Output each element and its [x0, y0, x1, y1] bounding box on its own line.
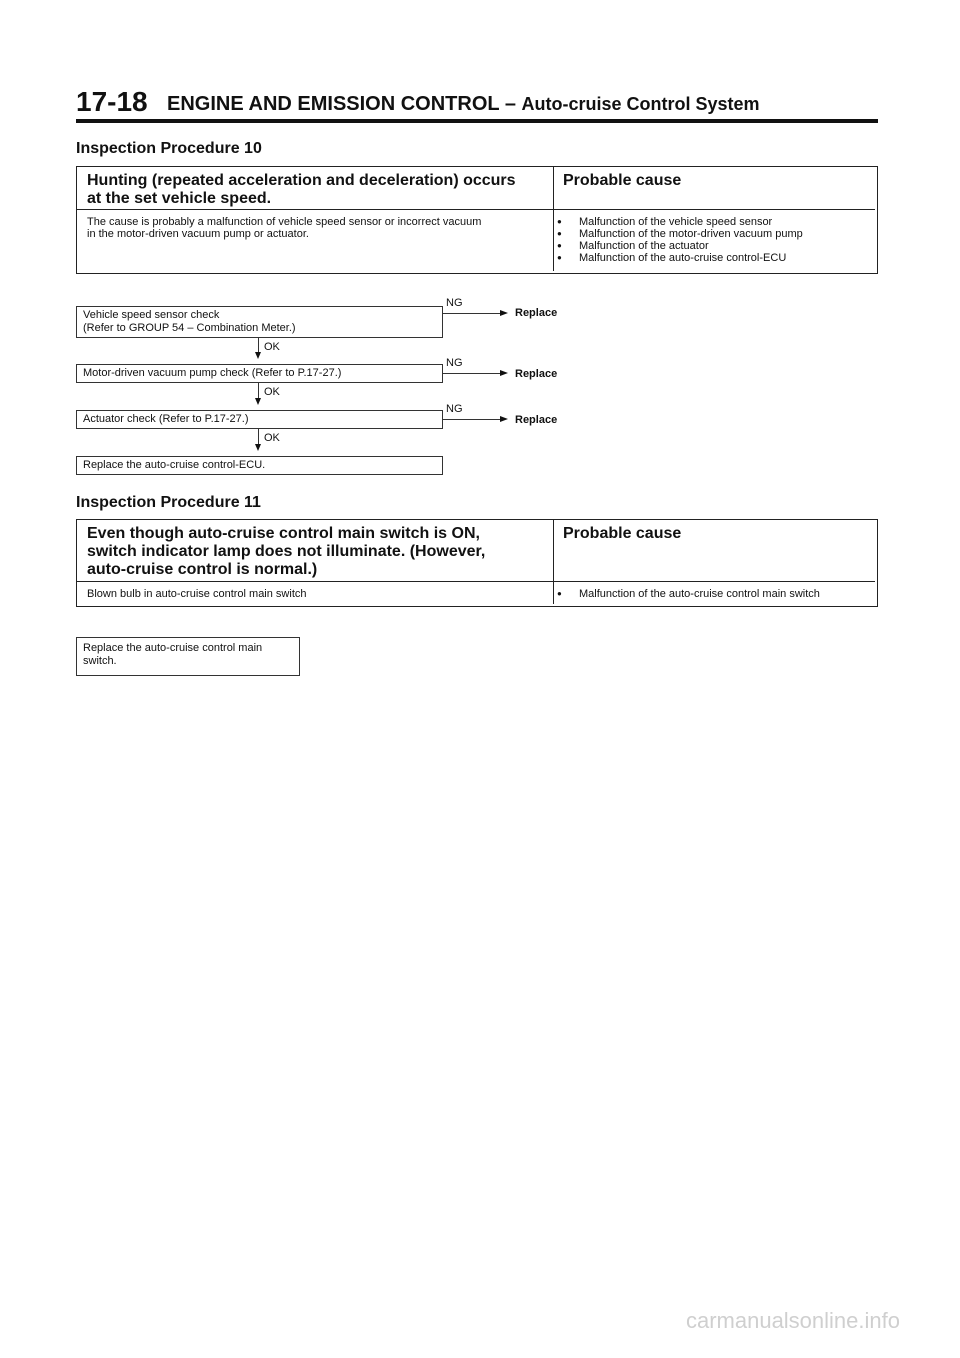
title-dash: – — [504, 93, 516, 115]
probable-cause-heading: Probable cause — [563, 525, 682, 542]
flow-step-line: (Refer to GROUP 54 – Combination Meter.) — [83, 322, 296, 334]
procedure-10-causes — [555, 216, 803, 264]
ok-label: OK — [264, 386, 280, 398]
symptom-line: switch indicator lamp does not illuminate. (However, — [87, 543, 486, 560]
flow-step-line: Replace the auto-cruise control-ECU. — [83, 459, 266, 471]
ok-connector — [258, 338, 259, 353]
symptom-line: at the set vehicle speed. — [87, 190, 272, 207]
page-number: 17-18 — [76, 86, 148, 117]
ok-label: OK — [264, 341, 280, 353]
flow-step-line: Replace the auto-cruise control main — [83, 642, 263, 654]
replace-label: Replace — [515, 368, 558, 380]
cause-item: ● Malfunction of the motor-driven vacuum pump — [555, 228, 803, 240]
arrow-down-icon — [255, 398, 261, 405]
flow-step-line: Actuator check (Refer to P.17-27.) — [83, 413, 249, 425]
description-line: in the motor-driven vacuum pump or actuator. — [87, 228, 309, 240]
ng-connector — [443, 313, 501, 314]
replace-label: Replace — [515, 307, 558, 319]
flow-step-vacuum-pump — [76, 364, 443, 383]
cause-item: ● Malfunction of the auto-cruise control main switch — [555, 588, 820, 600]
flow-step-speed-sensor — [76, 306, 443, 338]
ok-label: OK — [264, 432, 280, 444]
replace-label: Replace — [515, 414, 558, 426]
procedure-11-description: Blown bulb in auto-cruise control main switch — [87, 588, 307, 600]
arrow-down-icon — [255, 444, 261, 451]
header-rule — [76, 119, 878, 123]
flow-step-actuator — [76, 410, 443, 429]
column-divider — [553, 520, 554, 604]
ok-connector — [258, 383, 259, 399]
ng-label: NG — [446, 403, 463, 415]
ng-connector — [443, 373, 501, 374]
procedure-10-description — [87, 216, 481, 240]
row-divider — [77, 581, 875, 582]
symptom-line: Even though auto-cruise control main switch is ON, — [87, 525, 480, 542]
ok-connector — [258, 429, 259, 445]
symptom-line: Hunting (repeated acceleration and deceleration) occurs — [87, 172, 516, 189]
section-subtitle: Auto-cruise Control System — [521, 94, 760, 114]
ng-label: NG — [446, 357, 463, 369]
procedure-11-symptom — [87, 525, 485, 579]
cause-item: ● Malfunction of the vehicle speed sensor — [555, 216, 803, 228]
procedure-10-symptom — [87, 172, 516, 208]
ng-connector — [443, 419, 501, 420]
flow-final-replace-ecu — [76, 456, 443, 475]
probable-cause-heading: Probable cause — [563, 172, 682, 189]
arrow-right-icon — [500, 310, 508, 316]
row-divider — [77, 209, 875, 210]
arrow-right-icon — [500, 416, 508, 422]
cause-item: ● Malfunction of the actuator — [555, 240, 803, 252]
symptom-line: auto-cruise control is normal.) — [87, 561, 318, 578]
cause-item: ● Malfunction of the auto-cruise control-ECU — [555, 252, 803, 264]
description-line: The cause is probably a malfunction of vehicle speed sensor or incorrect vacuum — [87, 216, 482, 228]
arrow-right-icon — [500, 370, 508, 376]
chapter-title: ENGINE AND EMISSION CONTROL — [167, 93, 500, 115]
flow-step-line: Motor-driven vacuum pump check (Refer to P.17-27.) — [83, 367, 342, 379]
procedure-10-table — [76, 166, 878, 274]
watermark: carmanualsonline.info — [685, 1308, 900, 1333]
procedure-10-title: Inspection Procedure 10 — [76, 140, 262, 157]
flow-step-line: Vehicle speed sensor check — [83, 309, 220, 321]
procedure-11-causes — [555, 588, 820, 600]
ng-label: NG — [446, 297, 463, 309]
page-title — [167, 93, 760, 116]
flow-final-replace-switch — [76, 637, 300, 676]
column-divider — [553, 167, 554, 271]
flow-step-line: switch. — [83, 655, 117, 667]
procedure-11-title: Inspection Procedure 11 — [76, 494, 261, 511]
arrow-down-icon — [255, 352, 261, 359]
procedure-11-table — [76, 519, 878, 607]
